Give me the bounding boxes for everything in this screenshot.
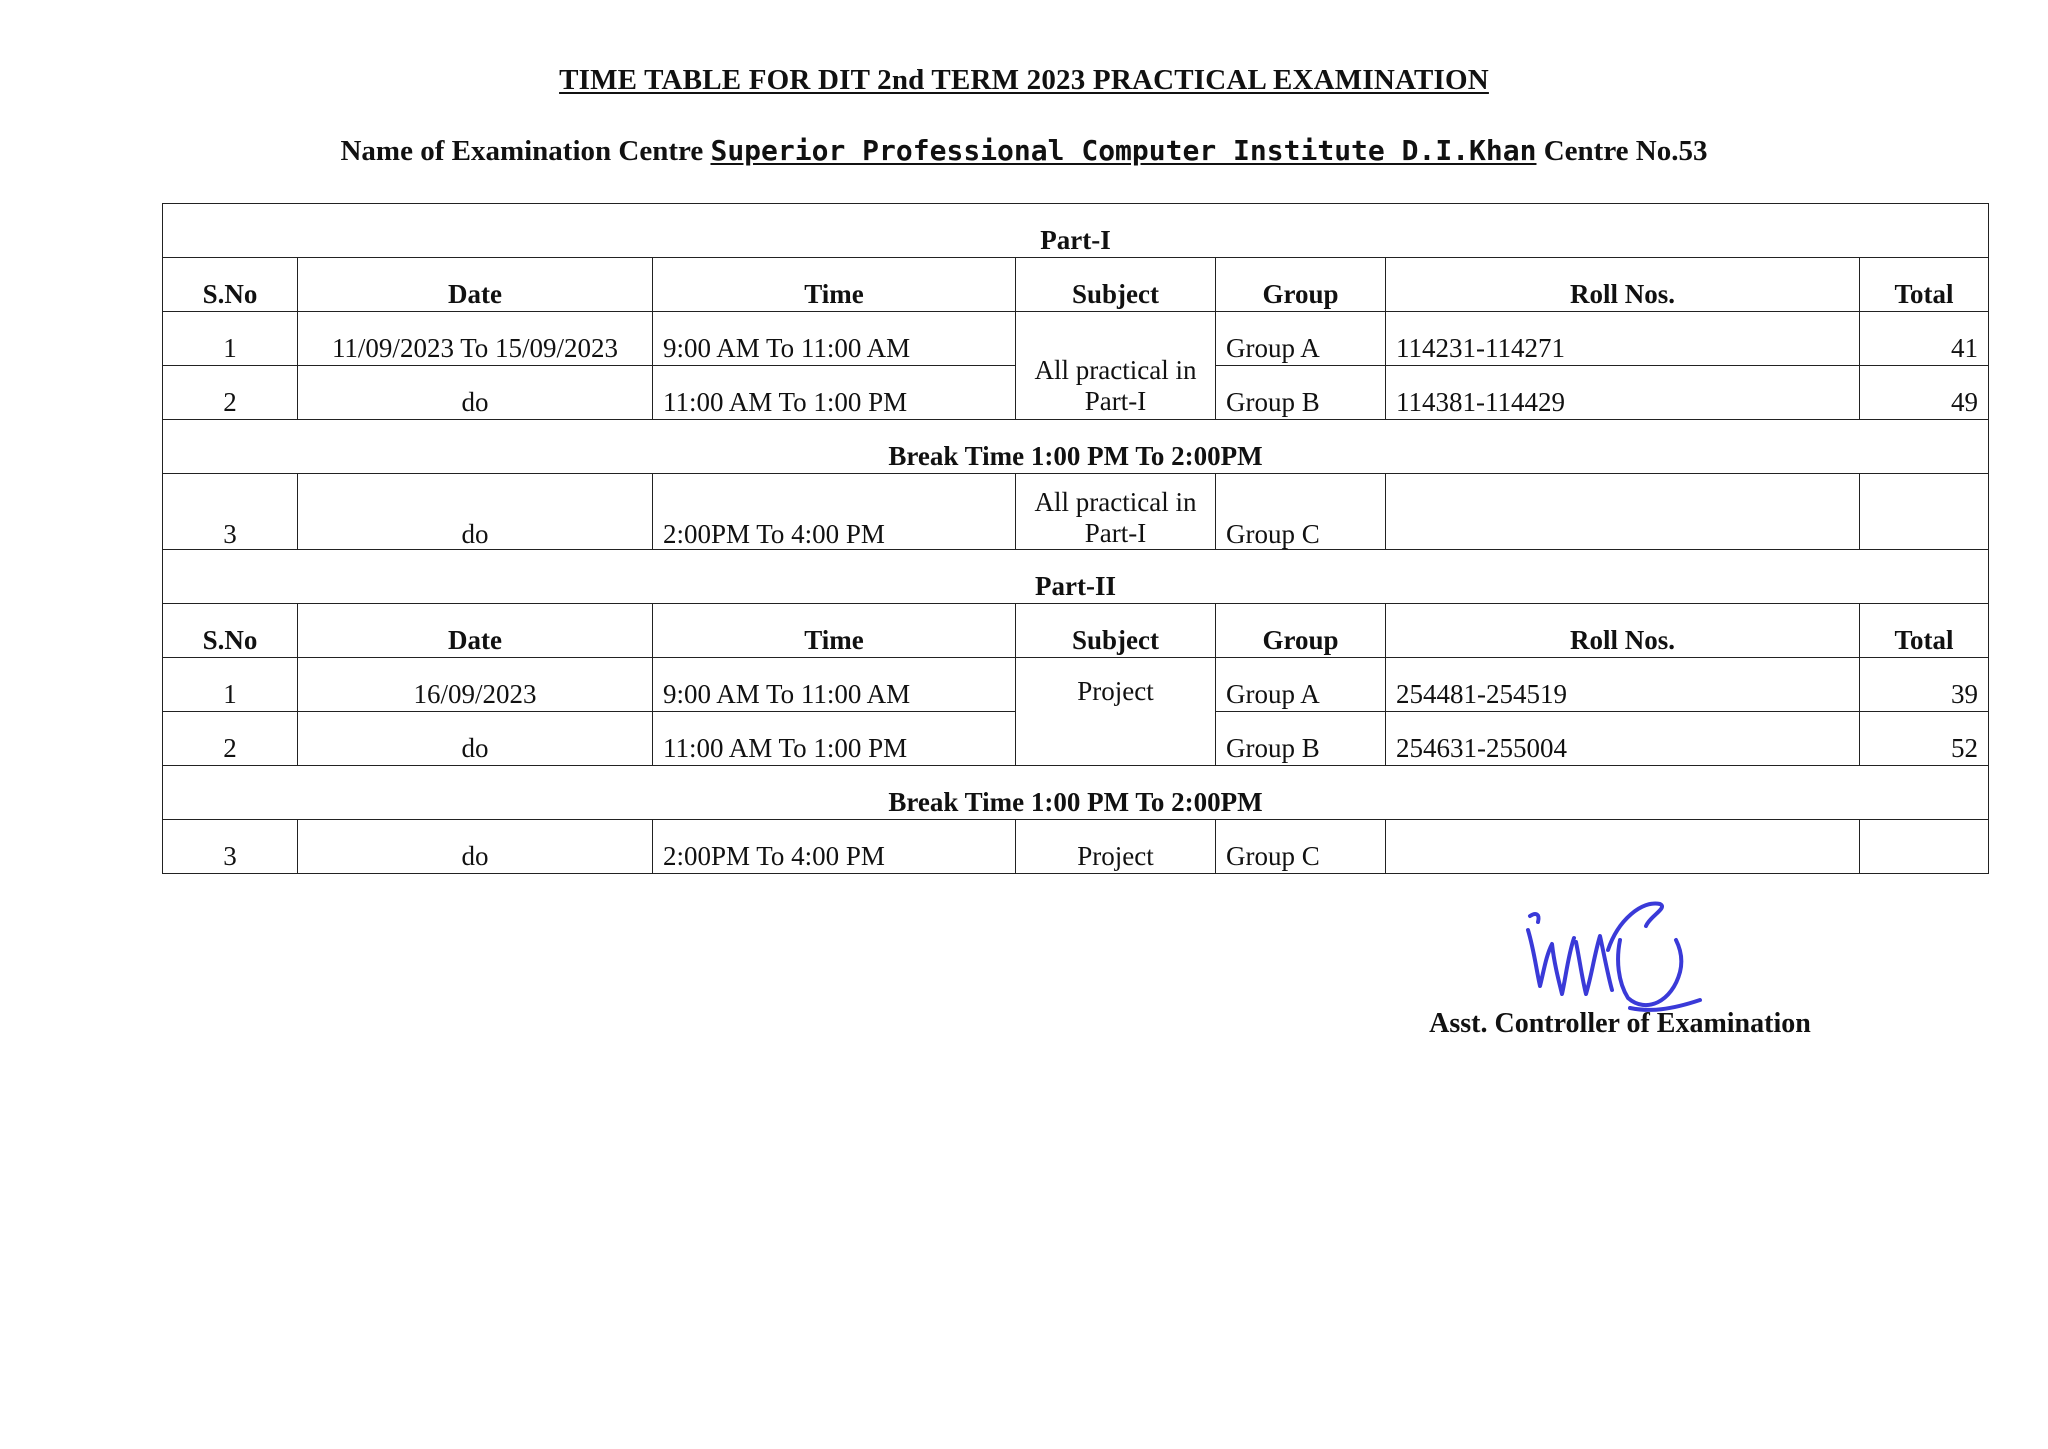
part2-title-row — [163, 550, 1989, 604]
part1-break-row — [163, 420, 1989, 474]
cell-roll: 254631-255004 — [1386, 712, 1860, 766]
cell-subject: Project — [1016, 658, 1216, 766]
header-group: Group — [1216, 604, 1386, 658]
part2-title: Part-II — [163, 550, 1989, 604]
cell-group: Group C — [1216, 474, 1386, 550]
part1-title: Part-I — [163, 204, 1989, 258]
cell-date: do — [298, 712, 653, 766]
header-date: Date — [298, 604, 653, 658]
part1-header-row — [163, 258, 1989, 312]
cell-group: Group B — [1216, 366, 1386, 420]
centre-name: Superior Professional Computer Institute D.I.Khan — [710, 134, 1537, 167]
cell-roll: 254481-254519 — [1386, 658, 1860, 712]
subject-line-2: Part-I — [1084, 386, 1147, 416]
header-time: Time — [653, 258, 1016, 312]
cell-time: 11:00 AM To 1:00 PM — [653, 366, 1016, 420]
cell-group: Group A — [1216, 312, 1386, 366]
signature-caption: Asst. Controller of Examination — [1429, 1008, 1811, 1039]
cell-sno: 2 — [163, 366, 298, 420]
cell-group: Group C — [1216, 820, 1386, 874]
table-row — [163, 658, 1989, 712]
cell-sno: 3 — [163, 820, 298, 874]
cell-time: 9:00 AM To 11:00 AM — [653, 312, 1016, 366]
part2-header-row — [163, 604, 1989, 658]
cell-total: 39 — [1860, 658, 1989, 712]
cell-time: 9:00 AM To 11:00 AM — [653, 658, 1016, 712]
cell-subject: Project — [1016, 820, 1216, 874]
timetable — [162, 203, 1989, 874]
part1-title-row — [163, 204, 1989, 258]
cell-sno: 2 — [163, 712, 298, 766]
table-row — [163, 820, 1989, 874]
cell-roll: 114381-114429 — [1386, 366, 1860, 420]
header-roll: Roll Nos. — [1386, 258, 1860, 312]
centre-number: Centre No.53 — [1543, 135, 1708, 167]
cell-group: Group A — [1216, 658, 1386, 712]
cell-subject — [1016, 312, 1216, 420]
header-total: Total — [1860, 604, 1989, 658]
centre-line — [0, 134, 2048, 168]
subject-line-1: All practical in — [1034, 355, 1197, 385]
cell-total — [1860, 820, 1989, 874]
cell-time: 11:00 AM To 1:00 PM — [653, 712, 1016, 766]
cell-total: 52 — [1860, 712, 1989, 766]
break-time: Break Time 1:00 PM To 2:00PM — [163, 766, 1989, 820]
cell-group: Group B — [1216, 712, 1386, 766]
cell-subject — [1016, 474, 1216, 550]
cell-total: 49 — [1860, 366, 1989, 420]
cell-time: 2:00PM To 4:00 PM — [653, 820, 1016, 874]
subject-line-1: All practical in — [1034, 487, 1197, 517]
subject-line-2: Part-I — [1084, 518, 1147, 548]
header-time: Time — [653, 604, 1016, 658]
header-group: Group — [1216, 258, 1386, 312]
cell-roll: 114231-114271 — [1386, 312, 1860, 366]
table-row — [163, 312, 1989, 366]
header-total: Total — [1860, 258, 1989, 312]
cell-time: 2:00PM To 4:00 PM — [653, 474, 1016, 550]
cell-date: do — [298, 366, 653, 420]
break-time: Break Time 1:00 PM To 2:00PM — [163, 420, 1989, 474]
cell-roll — [1386, 820, 1860, 874]
header-roll: Roll Nos. — [1386, 604, 1860, 658]
header-subject: Subject — [1016, 604, 1216, 658]
header-sno: S.No — [163, 604, 298, 658]
cell-date: do — [298, 820, 653, 874]
cell-roll — [1386, 474, 1860, 550]
cell-total: 41 — [1860, 312, 1989, 366]
header-date: Date — [298, 258, 653, 312]
cell-date: 11/09/2023 To 15/09/2023 — [298, 312, 653, 366]
cell-sno: 1 — [163, 658, 298, 712]
part2-break-row — [163, 766, 1989, 820]
cell-date: 16/09/2023 — [298, 658, 653, 712]
cell-date: do — [298, 474, 653, 550]
table-row — [163, 474, 1989, 550]
cell-sno: 3 — [163, 474, 298, 550]
header-subject: Subject — [1016, 258, 1216, 312]
centre-prefix: Name of Examination Centre — [340, 135, 704, 167]
cell-sno: 1 — [163, 312, 298, 366]
document-title: TIME TABLE FOR DIT 2nd TERM 2023 PRACTICAL EXAMINATION — [559, 64, 1489, 96]
cell-total — [1860, 474, 1989, 550]
header-sno: S.No — [163, 258, 298, 312]
